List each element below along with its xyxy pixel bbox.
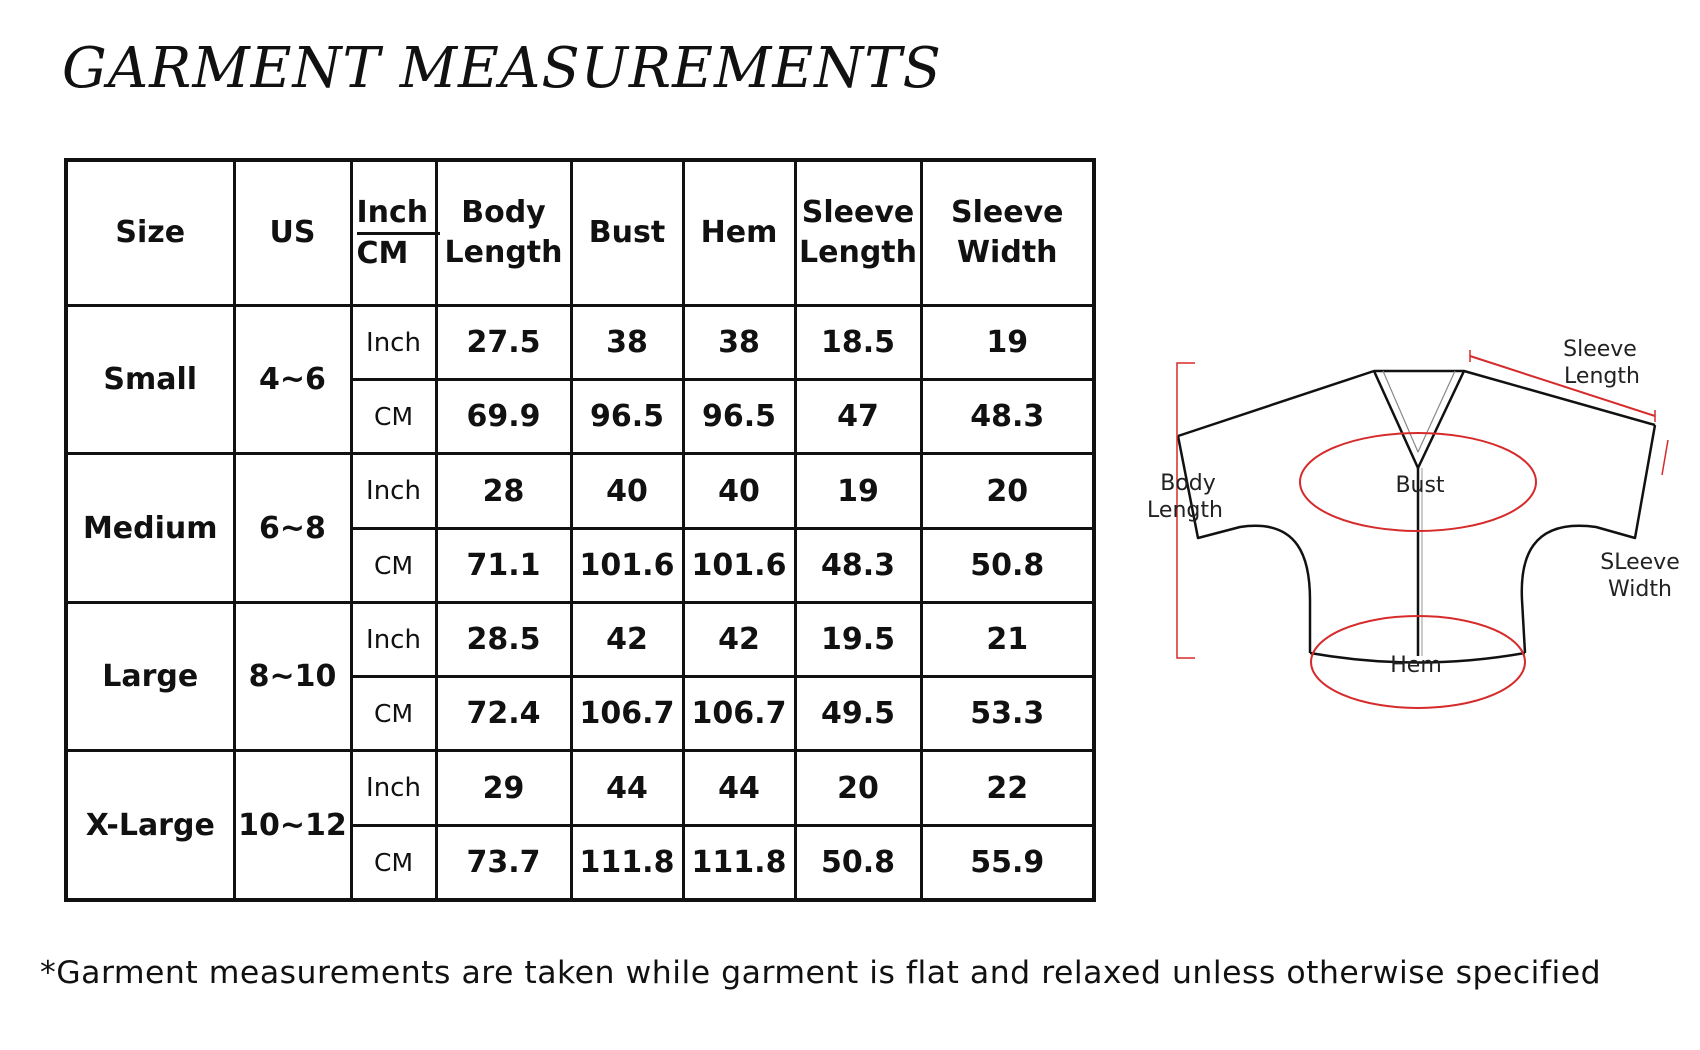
header-sleeve-width-line2: Width bbox=[956, 235, 1058, 270]
diagram-label-body-length-2: Length bbox=[1147, 498, 1223, 523]
cell-bust: 42 bbox=[571, 602, 683, 676]
header-sleeve-width bbox=[921, 160, 1094, 306]
cell-hem: 40 bbox=[683, 454, 795, 528]
diagram-label-sleeve-length-1: Sleeve bbox=[1563, 337, 1637, 362]
cell-bust: 101.6 bbox=[571, 528, 683, 602]
cell-hem: 106.7 bbox=[683, 677, 795, 751]
cell-hem: 44 bbox=[683, 751, 795, 825]
table-row bbox=[66, 751, 1094, 825]
garment-diagram bbox=[1130, 320, 1690, 720]
cell-unit: Inch bbox=[351, 602, 436, 676]
cell-size: Medium bbox=[66, 454, 234, 602]
cell-sleeve-width: 50.8 bbox=[921, 528, 1094, 602]
cell-bust: 38 bbox=[571, 306, 683, 380]
cell-sleeve-length: 19 bbox=[795, 454, 921, 528]
cell-unit: CM bbox=[351, 677, 436, 751]
cell-sleeve-width: 22 bbox=[921, 751, 1094, 825]
cell-body-length: 69.9 bbox=[436, 380, 571, 454]
garment-outline bbox=[1178, 371, 1655, 663]
v-neck bbox=[1374, 371, 1464, 468]
diagram-label-sleeve-width-2: Width bbox=[1608, 577, 1672, 602]
cell-size: Large bbox=[66, 602, 234, 750]
cell-unit: Inch bbox=[351, 306, 436, 380]
cell-body-length: 73.7 bbox=[436, 825, 571, 900]
cell-sleeve-width: 20 bbox=[921, 454, 1094, 528]
header-sleeve-length-line2: Length bbox=[799, 235, 917, 270]
diagram-label-sleeve-width-1: SLeeve bbox=[1600, 550, 1680, 575]
cell-us: 8~10 bbox=[234, 602, 351, 750]
cell-size: Small bbox=[66, 306, 234, 454]
cell-sleeve-length: 48.3 bbox=[795, 528, 921, 602]
table-row bbox=[66, 454, 1094, 528]
cell-size: X-Large bbox=[66, 751, 234, 900]
cell-sleeve-length: 20 bbox=[795, 751, 921, 825]
cell-us: 10~12 bbox=[234, 751, 351, 900]
header-sleeve-width-line1: Sleeve bbox=[951, 195, 1064, 230]
cell-body-length: 27.5 bbox=[436, 306, 571, 380]
cell-unit: Inch bbox=[351, 751, 436, 825]
header-unit-inch: Inch bbox=[357, 194, 441, 235]
cell-body-length: 71.1 bbox=[436, 528, 571, 602]
cell-sleeve-width: 19 bbox=[921, 306, 1094, 380]
cell-unit: Inch bbox=[351, 454, 436, 528]
cell-body-length: 28.5 bbox=[436, 602, 571, 676]
cell-bust: 111.8 bbox=[571, 825, 683, 900]
header-unit bbox=[351, 160, 436, 306]
cell-sleeve-width: 21 bbox=[921, 602, 1094, 676]
cell-sleeve-length: 18.5 bbox=[795, 306, 921, 380]
header-body-length bbox=[436, 160, 571, 306]
cell-bust: 96.5 bbox=[571, 380, 683, 454]
header-hem: Hem bbox=[683, 160, 795, 306]
cell-us: 6~8 bbox=[234, 454, 351, 602]
diagram-label-sleeve-length-2: Length bbox=[1564, 364, 1640, 389]
diagram-label-body-length-1: Body bbox=[1160, 471, 1216, 496]
diagram-label-bust: Bust bbox=[1395, 473, 1445, 498]
cell-bust: 106.7 bbox=[571, 677, 683, 751]
left-sleeve bbox=[1178, 436, 1310, 653]
header-bust: Bust bbox=[571, 160, 683, 306]
header-body-length-line1: Body bbox=[461, 195, 546, 230]
table-row bbox=[66, 602, 1094, 676]
cell-sleeve-length: 47 bbox=[795, 380, 921, 454]
right-sleeve bbox=[1522, 425, 1655, 653]
cell-sleeve-width: 48.3 bbox=[921, 380, 1094, 454]
cell-sleeve-width: 53.3 bbox=[921, 677, 1094, 751]
header-us: US bbox=[234, 160, 351, 306]
cell-hem: 38 bbox=[683, 306, 795, 380]
cell-hem: 96.5 bbox=[683, 380, 795, 454]
size-chart-table bbox=[64, 158, 1096, 902]
cell-hem: 42 bbox=[683, 602, 795, 676]
table-header-row bbox=[66, 160, 1094, 306]
footnote: *Garment measurements are taken while garment is flat and relaxed unless otherwise specified bbox=[40, 955, 1602, 991]
cell-hem: 101.6 bbox=[683, 528, 795, 602]
cell-bust: 40 bbox=[571, 454, 683, 528]
table-row bbox=[66, 306, 1094, 380]
cell-body-length: 72.4 bbox=[436, 677, 571, 751]
cell-body-length: 29 bbox=[436, 751, 571, 825]
cell-sleeve-length: 19.5 bbox=[795, 602, 921, 676]
header-body-length-line2: Length bbox=[444, 235, 563, 270]
header-sleeve-length bbox=[795, 160, 921, 306]
header-unit-cm: CM bbox=[356, 236, 409, 271]
cell-unit: CM bbox=[351, 528, 436, 602]
cell-sleeve-width: 55.9 bbox=[921, 825, 1094, 900]
page-title: GARMENT MEASUREMENTS bbox=[62, 36, 942, 101]
cell-bust: 44 bbox=[571, 751, 683, 825]
cell-unit: CM bbox=[351, 825, 436, 900]
cell-hem: 111.8 bbox=[683, 825, 795, 900]
sleeve-width-line bbox=[1662, 440, 1668, 475]
cell-sleeve-length: 50.8 bbox=[795, 825, 921, 900]
header-size: Size bbox=[66, 160, 234, 306]
cell-sleeve-length: 49.5 bbox=[795, 677, 921, 751]
cell-unit: CM bbox=[351, 380, 436, 454]
header-sleeve-length-line1: Sleeve bbox=[801, 195, 915, 230]
cell-body-length: 28 bbox=[436, 454, 571, 528]
diagram-label-hem: Hem bbox=[1390, 653, 1442, 678]
cell-us: 4~6 bbox=[234, 306, 351, 454]
